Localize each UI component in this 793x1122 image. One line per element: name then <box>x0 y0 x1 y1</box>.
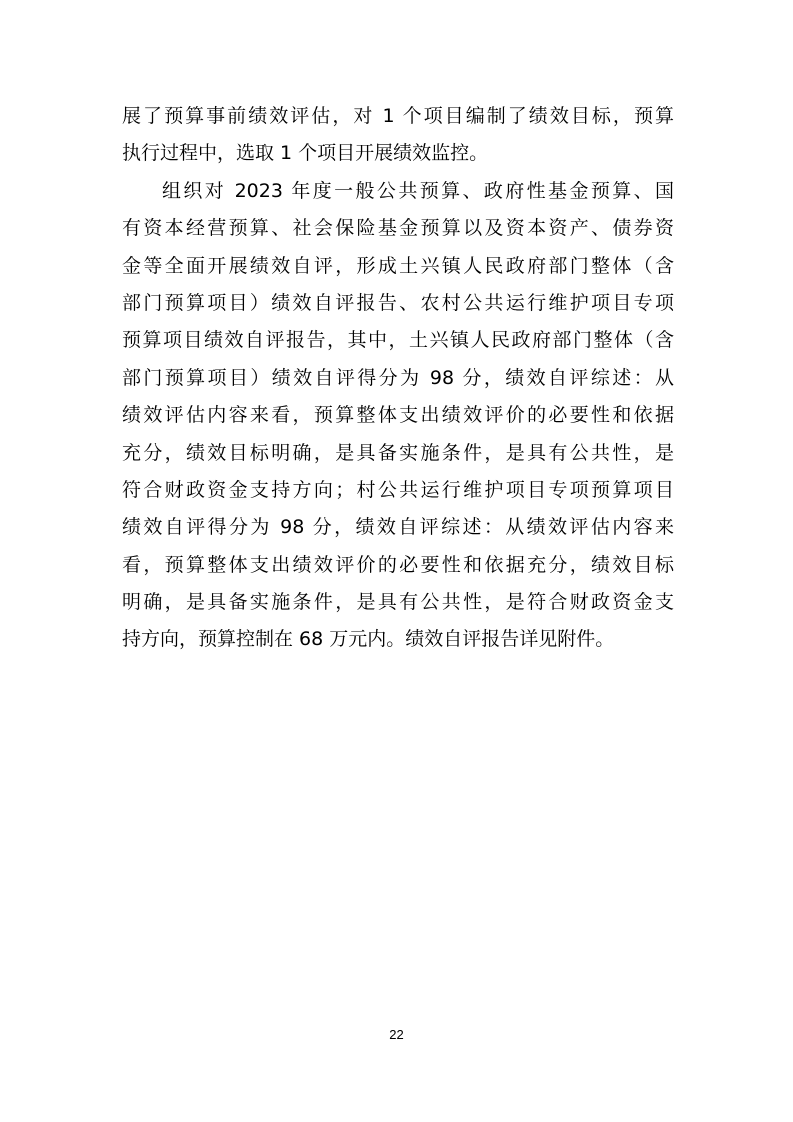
text-line: 明确，是具备实施条件，是具有公共性，是符合财政资金支 <box>122 591 674 614</box>
text-line: 绩效评估内容来看，预算整体支出绩效评价的必要性和依据 <box>122 404 674 427</box>
text-line: 金等全面开展绩效自评，形成土兴镇人民政府部门整体（含 <box>122 254 674 277</box>
text-line: 充分，绩效目标明确，是具备实施条件，是具有公共性，是 <box>122 441 674 464</box>
text-line: 有资本经营预算、社会保险基金预算以及资本资产、债券资 <box>122 217 674 240</box>
text-line: 符合财政资金支持方向；村公共运行维护项目专项预算项目 <box>122 478 674 501</box>
text-line: 展了预算事前绩效评估，对 1 个项目编制了绩效目标，预算 <box>122 105 674 127</box>
text-line: 绩效自评得分为 98 分，绩效自评综述：从绩效评估内容来 <box>122 516 674 539</box>
text-line: 部门预算项目）绩效自评报告、农村公共运行维护项目专项 <box>122 291 674 314</box>
text-line: 看，预算整体支出绩效评价的必要性和依据充分，绩效目标 <box>122 553 674 576</box>
text-line: 组织对 2023 年度一般公共预算、政府性基金预算、国 <box>162 179 674 202</box>
page-number: 22 <box>389 1027 404 1042</box>
text-line: 执行过程中，选取 1 个项目开展绩效监控。 <box>122 142 489 165</box>
text-line: 持方向，预算控制在 68 万元内。绩效自评报告详见附件。 <box>122 628 615 651</box>
text-line: 部门预算项目）绩效自评得分为 98 分，绩效自评综述：从 <box>122 366 674 389</box>
body-text <box>122 98 674 659</box>
text-line: 预算项目绩效自评报告，其中，土兴镇人民政府部门整体（含 <box>122 329 674 352</box>
